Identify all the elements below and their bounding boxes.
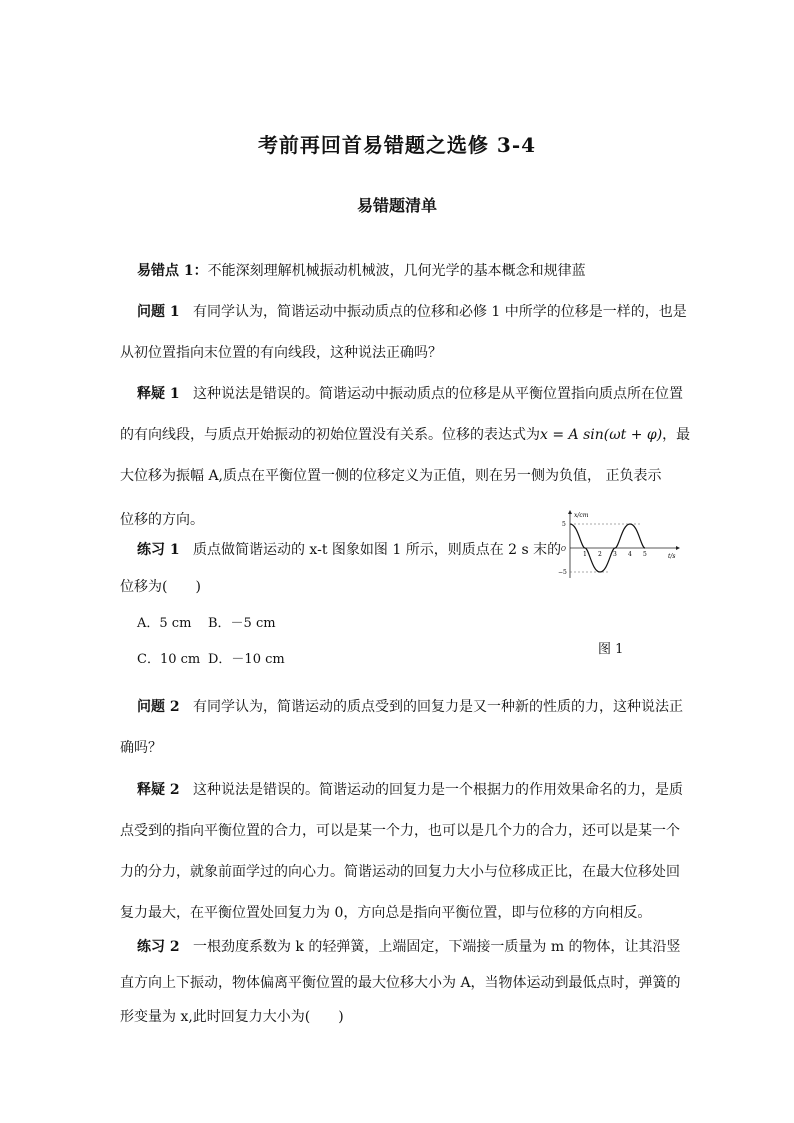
exercise-1-line-2: 位移为( ) [120, 579, 201, 595]
figure-1-xt-graph [556, 508, 682, 580]
answer-2-label: 释疑 2 [137, 782, 180, 798]
answer-1-line-3: 大位移为振幅 A,质点在平衡位置一侧的位移定义为正值，则在另一侧为负值， 正负表示 [120, 468, 662, 484]
question-2-label: 问题 2 [137, 699, 180, 715]
error-point-text: 不能深刻理解机械振动机械波，几何光学的基本概念和规律蓝 [207, 263, 586, 279]
answer-2-line-1: 释疑 2 这种说法是错误的。简谐运动的回复力是一个根据力的作用效果命名的力，是质 [137, 782, 683, 798]
exercise-1-line-1: 练习 1 质点做简谐运动的 x-t 图象如图 1 所示，则质点在 2 s 末的 [137, 542, 562, 558]
exercise-1-label: 练习 1 [137, 542, 180, 558]
origin-label: O [561, 546, 566, 553]
document-title: 考前再回首易错题之选修 3-4 [257, 133, 537, 157]
x-tick-1: 1 [583, 551, 587, 558]
x-tick-4: 4 [628, 551, 632, 558]
y-axis-label: x/cm [574, 512, 589, 519]
exercise-2-line-3: 形变量为 x,此时回复力大小为( ) [120, 1009, 344, 1025]
answer-2-line-3: 力的分力，就象前面学过的向心力。简谐运动的回复力大小与位移成正比，在最大位移处回 [120, 864, 680, 880]
exercise-2-label: 练习 2 [137, 939, 180, 955]
answer-1-line-1: 释疑 1 这种说法是错误的。简谐运动中振动质点的位移是从平衡位置指向质点所在位置 [137, 386, 683, 402]
x-tick-3: 3 [613, 551, 617, 558]
exercise-2-line-1: 练习 2 一根劲度系数为 k 的轻弹簧，上端固定，下端接一质量为 m 的物体，让其沿竖 [137, 939, 681, 955]
answer-1-line-2: 的有向线段，与质点开始振动的初始位置没有关系。位移的表达式为x = A sin(ωt + φ)，最 [120, 427, 691, 443]
option-d: D．－10 cm [208, 652, 285, 667]
displacement-formula: x = A sin(ωt + φ) [540, 427, 663, 443]
exercise-2-line-2: 直方向上下振动，物体偏离平衡位置的最大位移大小为 A，当物体运动到最低点时，弹簧的 [120, 975, 681, 991]
error-point-1 [137, 260, 586, 280]
answer-2-line-2: 点受到的指向平衡位置的合力，可以是某一个力，也可以是几个力的合力，还可以是某一个 [120, 823, 680, 839]
y-tick-5: 5 [562, 521, 566, 528]
answer-1-label: 释疑 1 [137, 386, 180, 402]
x-axis-label: t/s [668, 553, 676, 560]
option-a: A．5 cm [137, 616, 192, 631]
figure-1-caption: 图 1 [598, 642, 624, 657]
answer-1-line-4: 位移的方向。 [120, 512, 204, 528]
question-1-label: 问题 1 [137, 304, 180, 320]
question-2-line-2: 确吗？ [120, 740, 162, 756]
answer-2-line-4: 复力最大，在平衡位置处回复力为 0，方向总是指向平衡位置，即与位移的方向相反。 [120, 905, 652, 921]
y-axis-arrow [568, 510, 572, 514]
option-b: B．－5 cm [208, 616, 276, 631]
x-tick-2: 2 [598, 551, 602, 558]
x-axis-arrow [676, 546, 680, 550]
y-tick-minus-5: −5 [558, 569, 567, 576]
question-2-line-1: 问题 2 有同学认为，简谐运动的质点受到的回复力是又一种新的性质的力，这种说法正 [137, 699, 683, 715]
section-subtitle: 易错题清单 [356, 196, 437, 215]
option-c: C．10 cm [137, 652, 201, 667]
question-1-line-1: 问题 1 有同学认为，简谐运动中振动质点的位移和必修 1 中所学的位移是一样的，也是 [137, 304, 687, 320]
x-tick-5: 5 [643, 551, 647, 558]
error-point-label: 易错点 1： [137, 263, 208, 279]
question-1-line-2: 从初位置指向末位置的有向线段，这种说法正确吗？ [120, 345, 442, 361]
